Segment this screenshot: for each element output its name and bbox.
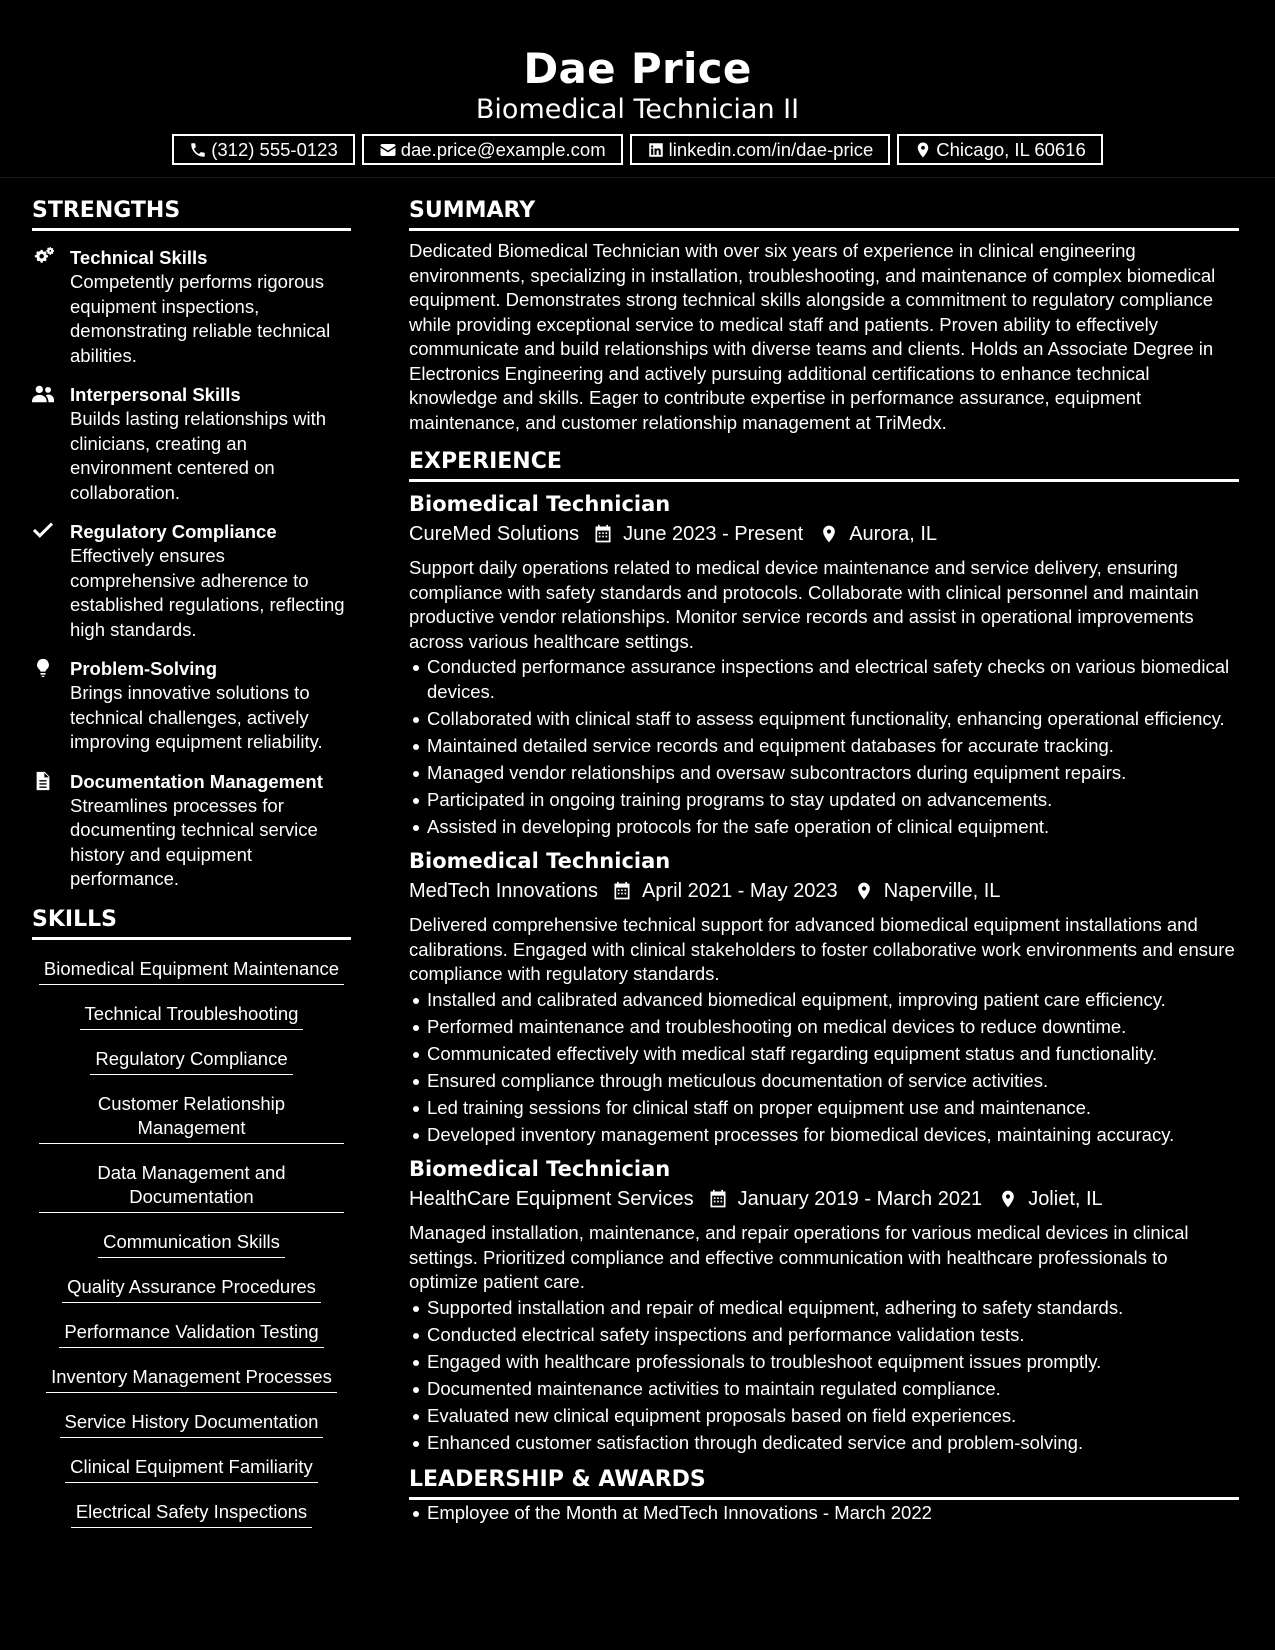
skill-tag: Quality Assurance Procedures [62, 1266, 321, 1303]
skill-tag: Performance Validation Testing [59, 1311, 323, 1348]
skill-tag: Electrical Safety Inspections [71, 1491, 312, 1528]
linkedin-icon [647, 141, 665, 159]
job-entry-title: Biomedical Technician [409, 849, 671, 873]
job-description: Delivered comprehensive technical support for advanced biomedical equipment installations and calibrations. Engaged with clinical stakeholders to foster collaborative work environments and ensure compliance with regulatory standards. [409, 914, 1235, 984]
bullet-item: Communicated effectively with medical staff regarding equipment status and functionality. [409, 1042, 1239, 1067]
skill-tag: Service History Documentation [60, 1401, 324, 1438]
right-column [409, 198, 1239, 1528]
skill-tag [39, 1152, 344, 1213]
strength-item [32, 383, 351, 505]
phone-icon [189, 141, 207, 159]
job-entry-title: Biomedical Technician [409, 492, 671, 516]
experience-heading: EXPERIENCE [409, 449, 1239, 482]
strength-title: Documentation Management [70, 770, 323, 792]
bullet-item: Installed and calibrated advanced biomedical equipment, improving patient care efficiency. [409, 988, 1239, 1013]
summary-text: Dedicated Biomedical Technician with over six years of experience in clinical engineering environments, specializing in installation, troubleshooting, and maintenance of complex biomedical equipment. Demonstrates strong technical skills alongside a commitment to regulatory compliance while providing exceptional service to medical staff and patients. Proven ability to effectively communicate and build relationships with diverse teams and clients. Holds an Associate Degree in Electronics Engineering and actively pursuing additional certifications to enhance technical knowledge and skills. Eager to contribute expertise in performance assurance, equipment maintenance, and customer relationship management at TriMedx. [409, 240, 1216, 433]
bullet-item: Documented maintenance activities to maintain regulated compliance. [409, 1377, 1239, 1402]
strength-desc: Effectively ensures comprehensive adherence to established regulations, reflecting high standards. [70, 545, 345, 640]
strength-title: Technical Skills [70, 247, 208, 268]
job-entry [409, 1155, 1239, 1455]
document-icon [32, 771, 54, 791]
bullet-item: Collaborated with clinical staff to assess equipment functionality, enhancing operational efficiency. [409, 707, 1239, 732]
skill-tag: Clinical Equipment Familiarity [65, 1446, 318, 1483]
bullet-item: Conducted performance assurance inspections and electrical safety checks on various biomedical devices. [409, 655, 1239, 704]
bullet-item: Engaged with healthcare professionals to troubleshoot equipment issues promptly. [409, 1350, 1239, 1375]
contact-phone-text: (312) 555-0123 [211, 138, 338, 160]
job-meta [409, 519, 1239, 549]
skills-list [32, 948, 351, 1536]
strengths-heading: STRENGTHS [32, 198, 351, 231]
job-bullets [409, 1296, 1239, 1456]
job-meta [409, 876, 1239, 906]
contact-email-text: dae.price@example.com [400, 138, 606, 160]
skill-tag-text: Data Management and Documentation [97, 1161, 286, 1207]
lightbulb-icon [32, 658, 54, 678]
strengths-list [32, 246, 351, 892]
bullet-item: Ensured compliance through meticulous documentation of service activities. [409, 1069, 1239, 1094]
awards-heading: LEADERSHIP & AWARDS [409, 1467, 1239, 1500]
envelope-icon [379, 141, 397, 159]
job-location: Aurora, IL [849, 523, 938, 545]
awards-list [409, 1501, 1239, 1526]
bullet-item: Supported installation and repair of medical equipment, adhering to safety standards. [409, 1296, 1239, 1321]
bullet-item: Participated in ongoing training programs to stay updated on advancements. [409, 788, 1239, 813]
job-description: Support daily operations related to medical device maintenance and service delivery, ensuring compliance with safety standards and protocols. Collaborate with clinical personnel and maintain productive vendor relationships. Monitor service records and assist in operational improvements across various healthcare settings. [409, 557, 1199, 652]
contact-email[interactable] [362, 134, 623, 165]
job-dates: April 2021 - May 2023 [642, 880, 838, 902]
strength-item [32, 770, 351, 892]
strength-desc: Streamlines processes for documenting technical service history and equipment performance. [70, 794, 318, 889]
job-location: Naperville, IL [883, 880, 1001, 902]
job-meta [409, 1184, 1239, 1214]
bullet-item: Managed vendor relationships and oversaw subcontractors during equipment repairs. [409, 761, 1239, 786]
company-name: CureMed Solutions [409, 523, 580, 545]
skill-tag: Technical Troubleshooting [80, 993, 304, 1030]
gears-icon [32, 247, 54, 267]
contact-location[interactable] [897, 134, 1102, 165]
bullet-item: Performed maintenance and troubleshooting on medical devices to reduce downtime. [409, 1015, 1239, 1040]
job-entry [409, 490, 1239, 839]
job-entry [409, 847, 1239, 1147]
skill-tag: Biomedical Equipment Maintenance [39, 948, 344, 985]
contact-location-text: Chicago, IL 60616 [936, 138, 1086, 160]
contact-linkedin[interactable] [630, 134, 891, 165]
job-title: Biomedical Technician II [475, 94, 800, 125]
job-dates: June 2023 - Present [623, 523, 804, 545]
award-item: Employee of the Month at MedTech Innovations - March 2022 [409, 1501, 1239, 1526]
map-pin-icon [819, 524, 839, 544]
bullet-item: Led training sessions for clinical staff on proper equipment use and maintenance. [409, 1096, 1239, 1121]
bullet-item: Maintained detailed service records and equipment databases for accurate tracking. [409, 734, 1239, 759]
strength-item [32, 520, 351, 642]
checkmark-icon [32, 521, 54, 541]
strength-item [32, 657, 351, 755]
bullet-item: Enhanced customer satisfaction through dedicated service and problem-solving. [409, 1431, 1239, 1456]
skill-tag-text: Customer Relationship Management [97, 1092, 286, 1138]
job-bullets [409, 655, 1239, 839]
candidate-name: Dae Price [523, 44, 752, 93]
bullet-item: Conducted electrical safety inspections and performance validation tests. [409, 1323, 1239, 1348]
calendar-icon [708, 1189, 728, 1209]
resume-header [0, 0, 1275, 178]
bullet-item: Developed inventory management processes for biomedical devices, maintaining accuracy. [409, 1123, 1239, 1148]
strength-title: Regulatory Compliance [70, 521, 277, 542]
users-icon [32, 384, 54, 404]
strength-desc: Builds lasting relationships with clinicians, creating an environment centered on collaboration. [70, 408, 327, 503]
job-dates: January 2019 - March 2021 [737, 1188, 983, 1210]
map-pin-icon [998, 1189, 1018, 1209]
left-column [32, 198, 351, 1536]
company-name: HealthCare Equipment Services [409, 1188, 694, 1210]
bullet-item: Assisted in developing protocols for the safe operation of clinical equipment. [409, 815, 1239, 840]
strength-title: Interpersonal Skills [70, 384, 241, 405]
strength-title: Problem-Solving [70, 658, 217, 679]
bullet-item: Evaluated new clinical equipment proposals based on field experiences. [409, 1404, 1239, 1429]
calendar-icon [593, 524, 613, 544]
contact-linkedin-text: linkedin.com/in/dae-price [668, 138, 874, 160]
company-name: MedTech Innovations [409, 880, 599, 902]
skill-tag: Inventory Management Processes [46, 1356, 337, 1393]
contact-phone[interactable] [172, 134, 355, 165]
summary-heading: SUMMARY [409, 198, 1239, 231]
job-location: Joliet, IL [1028, 1188, 1103, 1210]
skills-heading: SKILLS [32, 907, 351, 940]
contact-bar [0, 134, 1275, 165]
map-pin-icon [854, 881, 874, 901]
calendar-icon [612, 881, 632, 901]
skill-tag [39, 1083, 344, 1144]
map-pin-icon [914, 141, 932, 159]
strength-desc: Competently performs rigorous equipment inspections, demonstrating reliable technical abilities. [70, 271, 331, 366]
strength-item [32, 246, 351, 368]
job-bullets [409, 988, 1239, 1148]
job-entry-title: Biomedical Technician [409, 1157, 671, 1181]
strength-desc: Brings innovative solutions to technical challenges, actively improving equipment reliability. [70, 682, 323, 752]
skill-tag: Communication Skills [98, 1221, 285, 1258]
job-description: Managed installation, maintenance, and repair operations for various medical devices in clinical settings. Prioritized compliance and effective communication with healthcare professionals to optimize patient care. [409, 1222, 1189, 1292]
skill-tag: Regulatory Compliance [90, 1038, 292, 1075]
